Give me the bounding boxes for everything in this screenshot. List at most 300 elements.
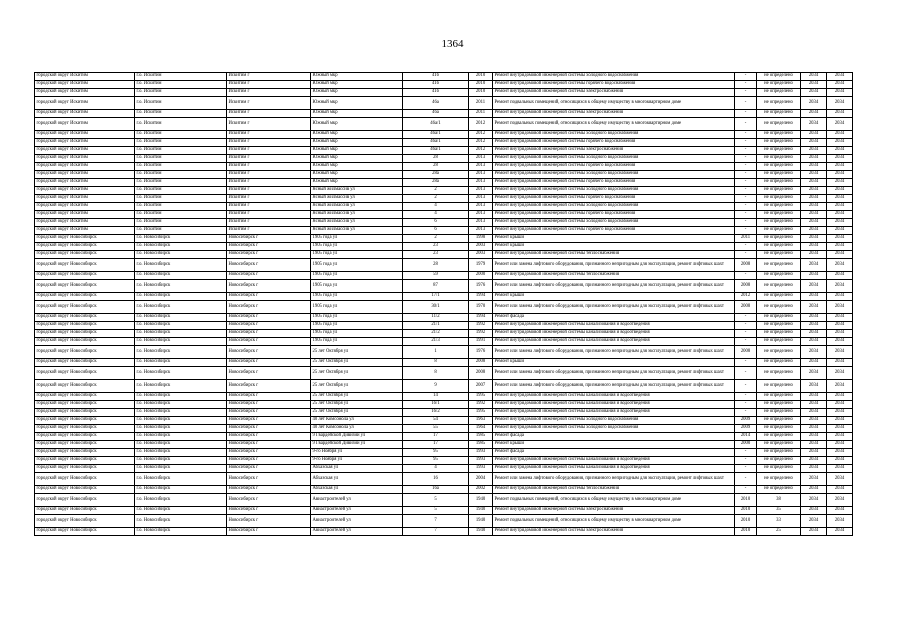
cell-last-repair: - xyxy=(735,211,757,219)
cell-cost: не определено xyxy=(757,441,801,449)
cell-work-type: Ремонт крыши xyxy=(493,293,735,301)
cell-last-repair: - xyxy=(735,195,757,203)
cell-street: Южный мкр xyxy=(311,110,403,118)
table-row xyxy=(35,155,853,163)
cell-plan-end: 2034 xyxy=(827,163,853,171)
cell-plan-start: 2034 xyxy=(801,457,827,465)
table-row xyxy=(35,359,853,367)
cell-cost: не определено xyxy=(757,314,801,322)
cell-house: 55 xyxy=(403,425,469,433)
cell-plan-start: 2034 xyxy=(801,73,827,81)
cell-work-type: Ремонт внутридомовой инженерной системы электроснабжения xyxy=(493,147,735,155)
cell-work-type: Ремонт внутридомовой инженерной системы теплоснабжения xyxy=(493,251,735,259)
cell-last-repair: - xyxy=(735,110,757,118)
cell-house: 21/3 xyxy=(403,338,469,346)
cell-city: Новосибирск г xyxy=(227,417,311,425)
cell-work-type: Ремонт крыши xyxy=(493,243,735,251)
table-row xyxy=(35,457,853,465)
cell-plan-start: 2034 xyxy=(801,494,827,507)
cell-street: 40 лет Комсомола ул xyxy=(311,425,403,433)
table-row xyxy=(35,139,853,147)
cell-plan-start: 2034 xyxy=(801,251,827,259)
cell-last-repair: - xyxy=(735,465,757,473)
cell-work-type: Ремонт внутридомовой инженерной системы горячего водоснабжения xyxy=(493,81,735,89)
cell-work-type: Ремонт внутридомовой инженерной системы холодного водоснабжения xyxy=(493,219,735,227)
cell-house: 21/2 xyxy=(403,330,469,338)
cell-district: г.о. Искитим xyxy=(135,131,227,139)
cell-work-type: Ремонт внутридомовой инженерной системы холодного водоснабжения xyxy=(493,187,735,195)
cell-plan-start: 2034 xyxy=(801,139,827,147)
cell-last-repair: - xyxy=(735,139,757,147)
cell-work-type: Ремонт подвальных помещений, относящихся к общему имуществу в многоквартирном доме xyxy=(493,494,735,507)
cell-district: г.о. Новосибирск xyxy=(135,380,227,393)
cell-street: Южный мкр xyxy=(311,163,403,171)
cell-plan-start: 2034 xyxy=(801,417,827,425)
cell-house: 17 xyxy=(403,441,469,449)
cell-plan-start: 2034 xyxy=(801,259,827,272)
cell-city: Новосибирск г xyxy=(227,401,311,409)
cell-city: Новосибирск г xyxy=(227,380,311,393)
cell-house: 41б xyxy=(403,73,469,81)
cell-municipality: городской округ Новосибирск xyxy=(35,243,135,251)
cell-house: 30/1 xyxy=(403,301,469,314)
cell-year: 1994 xyxy=(469,293,493,301)
table-row xyxy=(35,494,853,507)
cell-house: 2 xyxy=(403,187,469,195)
table-row xyxy=(35,449,853,457)
cell-plan-end: 2034 xyxy=(827,338,853,346)
cell-work-type: Ремонт фасада xyxy=(493,314,735,322)
cell-work-type: Ремонт внутридомовой инженерной системы электроснабжения xyxy=(493,89,735,97)
cell-municipality: городской округ Новосибирск xyxy=(35,494,135,507)
cell-district: г.о. Новосибирск xyxy=(135,301,227,314)
cell-year: 1985 xyxy=(469,441,493,449)
cell-district: г.о. Новосибирск xyxy=(135,441,227,449)
cell-plan-end: 2034 xyxy=(827,227,853,235)
cell-cost: не определено xyxy=(757,359,801,367)
cell-district: г.о. Новосибирск xyxy=(135,528,227,536)
page-number: 1364 xyxy=(441,38,464,50)
cell-street: Авиастроителей ул xyxy=(311,528,403,536)
cell-city: Искитим г xyxy=(227,131,311,139)
cell-district: г.о. Новосибирск xyxy=(135,494,227,507)
cell-plan-end: 2034 xyxy=(827,171,853,179)
cell-city: Искитим г xyxy=(227,97,311,110)
cell-year: 2013 xyxy=(469,163,493,171)
table-row xyxy=(35,272,853,280)
cell-plan-start: 2034 xyxy=(801,211,827,219)
cell-year: 2013 xyxy=(469,227,493,235)
cell-district: г.о. Новосибирск xyxy=(135,272,227,280)
repair-register-table xyxy=(34,72,853,536)
cell-house: 16/1 xyxy=(403,401,469,409)
cell-year: 1940 xyxy=(469,515,493,528)
cell-district: г.о. Новосибирск xyxy=(135,235,227,243)
cell-year: 1985 xyxy=(469,433,493,441)
cell-district: г.о. Искитим xyxy=(135,97,227,110)
cell-municipality: городской округ Искитим xyxy=(35,163,135,171)
cell-city: Новосибирск г xyxy=(227,251,311,259)
cell-year: 2008 xyxy=(469,367,493,380)
cell-municipality: городской округ Новосибирск xyxy=(35,441,135,449)
cell-street: Южный мкр xyxy=(311,73,403,81)
cell-street: 1905 года ул xyxy=(311,301,403,314)
cell-city: Новосибирск г xyxy=(227,272,311,280)
cell-house: 46а/1 xyxy=(403,139,469,147)
cell-plan-start: 2034 xyxy=(801,330,827,338)
cell-cost: не определено xyxy=(757,449,801,457)
cell-plan-end: 2034 xyxy=(827,272,853,280)
cell-cost: не определено xyxy=(757,163,801,171)
cell-district: г.о. Искитим xyxy=(135,73,227,81)
table-row xyxy=(35,346,853,359)
cell-plan-end: 2034 xyxy=(827,457,853,465)
cell-last-repair: - xyxy=(735,314,757,322)
cell-district: г.о. Искитим xyxy=(135,203,227,211)
cell-plan-end: 2034 xyxy=(827,449,853,457)
cell-city: Новосибирск г xyxy=(227,235,311,243)
cell-district: г.о. Искитим xyxy=(135,163,227,171)
cell-year: 2013 xyxy=(469,195,493,203)
cell-house: 2 xyxy=(403,195,469,203)
cell-work-type: Ремонт внутридомовой инженерной системы холодного водоснабжения xyxy=(493,203,735,211)
cell-plan-end: 2034 xyxy=(827,494,853,507)
cell-street: 1905 года ул xyxy=(311,251,403,259)
cell-house: 1 xyxy=(403,346,469,359)
cell-city: Новосибирск г xyxy=(227,293,311,301)
cell-municipality: городской округ Новосибирск xyxy=(35,393,135,401)
cell-plan-start: 2034 xyxy=(801,367,827,380)
cell-last-repair: - xyxy=(735,457,757,465)
cell-work-type: Ремонт внутридомовой инженерной системы электроснабжения xyxy=(493,528,735,536)
cell-house: 46а xyxy=(403,97,469,110)
cell-municipality: городской округ Искитим xyxy=(35,211,135,219)
cell-municipality: городской округ Новосибирск xyxy=(35,359,135,367)
cell-district: г.о. Новосибирск xyxy=(135,346,227,359)
cell-cost: 25 xyxy=(757,528,801,536)
cell-municipality: городской округ Новосибирск xyxy=(35,417,135,425)
cell-last-repair: - xyxy=(735,272,757,280)
cell-district: г.о. Искитим xyxy=(135,147,227,155)
cell-year: 1995 xyxy=(469,393,493,401)
cell-district: г.о. Новосибирск xyxy=(135,359,227,367)
cell-cost: не определено xyxy=(757,433,801,441)
cell-municipality: городской округ Искитим xyxy=(35,179,135,187)
table-row xyxy=(35,330,853,338)
table-row xyxy=(35,515,853,528)
cell-plan-end: 2034 xyxy=(827,486,853,494)
cell-house: 28 xyxy=(403,163,469,171)
cell-year: 1998 xyxy=(469,235,493,243)
cell-city: Новосибирск г xyxy=(227,465,311,473)
cell-plan-end: 2034 xyxy=(827,139,853,147)
cell-last-repair: - xyxy=(735,367,757,380)
cell-street: Южный мкр xyxy=(311,179,403,187)
cell-last-repair: - xyxy=(735,73,757,81)
cell-city: Новосибирск г xyxy=(227,322,311,330)
cell-cost: не определено xyxy=(757,330,801,338)
cell-street: Абхазская ул xyxy=(311,465,403,473)
cell-year: 2012 xyxy=(469,118,493,131)
cell-street: Ясный жилмассив ул xyxy=(311,187,403,195)
cell-work-type: Ремонт внутридомовой инженерной системы канализования и водоотведения xyxy=(493,401,735,409)
cell-city: Новосибирск г xyxy=(227,433,311,441)
table-row xyxy=(35,259,853,272)
cell-municipality: городской округ Новосибирск xyxy=(35,367,135,380)
cell-year: 2013 xyxy=(469,203,493,211)
cell-plan-start: 2034 xyxy=(801,425,827,433)
cell-cost: не определено xyxy=(757,110,801,118)
table-row xyxy=(35,251,853,259)
cell-work-type: Ремонт внутридомовой инженерной системы холодного водоснабжения xyxy=(493,131,735,139)
table-row xyxy=(35,528,853,536)
cell-year: 1979 xyxy=(469,259,493,272)
cell-district: г.о. Новосибирск xyxy=(135,280,227,293)
cell-year: 1993 xyxy=(469,449,493,457)
cell-plan-end: 2034 xyxy=(827,259,853,272)
cell-house: 87 xyxy=(403,280,469,293)
cell-district: г.о. Новосибирск xyxy=(135,465,227,473)
cell-plan-start: 2034 xyxy=(801,110,827,118)
cell-last-repair: - xyxy=(735,203,757,211)
cell-work-type: Ремонт подвальных помещений, относящихся к общему имуществу в многоквартирном доме xyxy=(493,118,735,131)
cell-city: Искитим г xyxy=(227,118,311,131)
cell-year: 2007 xyxy=(469,380,493,393)
table-row xyxy=(35,425,853,433)
cell-house: 95 xyxy=(403,457,469,465)
cell-last-repair: - xyxy=(735,155,757,163)
cell-municipality: городской округ Искитим xyxy=(35,81,135,89)
cell-municipality: городской округ Новосибирск xyxy=(35,449,135,457)
cell-district: г.о. Искитим xyxy=(135,179,227,187)
cell-last-repair: - xyxy=(735,171,757,179)
cell-house: 4 xyxy=(403,211,469,219)
cell-work-type: Ремонт крыши xyxy=(493,359,735,367)
cell-work-type: Ремонт крыши xyxy=(493,441,735,449)
cell-last-repair: 2010 xyxy=(735,494,757,507)
cell-plan-start: 2034 xyxy=(801,219,827,227)
cell-year: 2010 xyxy=(469,81,493,89)
table-row xyxy=(35,433,853,441)
cell-district: г.о. Новосибирск xyxy=(135,322,227,330)
cell-plan-end: 2034 xyxy=(827,433,853,441)
cell-municipality: городской округ Новосибирск xyxy=(35,409,135,417)
cell-work-type: Ремонт крыши xyxy=(493,235,735,243)
cell-plan-start: 2034 xyxy=(801,131,827,139)
cell-work-type: Ремонт фасада xyxy=(493,449,735,457)
cell-last-repair: - xyxy=(735,89,757,97)
cell-street: Южный мкр xyxy=(311,89,403,97)
cell-city: Новосибирск г xyxy=(227,346,311,359)
cell-house: 41б xyxy=(403,81,469,89)
table-row xyxy=(35,81,853,89)
cell-cost: 33 xyxy=(757,515,801,528)
table-row xyxy=(35,235,853,243)
cell-street: Южный мкр xyxy=(311,147,403,155)
cell-city: Новосибирск г xyxy=(227,280,311,293)
cell-cost: не определено xyxy=(757,187,801,195)
cell-municipality: городской округ Новосибирск xyxy=(35,251,135,259)
table-row xyxy=(35,314,853,322)
cell-last-repair: - xyxy=(735,243,757,251)
cell-district: г.о. Новосибирск xyxy=(135,433,227,441)
cell-cost: не определено xyxy=(757,338,801,346)
cell-year: 2012 xyxy=(469,147,493,155)
cell-plan-end: 2034 xyxy=(827,401,853,409)
table-row xyxy=(35,73,853,81)
cell-cost: не определено xyxy=(757,179,801,187)
cell-plan-start: 2034 xyxy=(801,441,827,449)
cell-district: г.о. Новосибирск xyxy=(135,393,227,401)
cell-work-type: Ремонт внутридомовой инженерной системы электроснабжения xyxy=(493,507,735,515)
cell-last-repair: 2014 xyxy=(735,433,757,441)
table-row xyxy=(35,409,853,417)
cell-street: 25 лет Октября ул xyxy=(311,380,403,393)
cell-year: 2012 xyxy=(469,139,493,147)
cell-cost: не определено xyxy=(757,425,801,433)
table-row xyxy=(35,322,853,330)
cell-street: 25 лет Октября ул xyxy=(311,409,403,417)
cell-cost: не определено xyxy=(757,457,801,465)
cell-plan-start: 2034 xyxy=(801,314,827,322)
cell-plan-start: 2034 xyxy=(801,515,827,528)
cell-house: 6 xyxy=(403,227,469,235)
cell-house: 28а xyxy=(403,171,469,179)
cell-house: 17/1 xyxy=(403,293,469,301)
cell-house: 54 xyxy=(403,417,469,425)
cell-last-repair: - xyxy=(735,179,757,187)
cell-city: Новосибирск г xyxy=(227,243,311,251)
cell-plan-start: 2034 xyxy=(801,81,827,89)
cell-cost: не определено xyxy=(757,251,801,259)
table-row xyxy=(35,401,853,409)
cell-last-repair: - xyxy=(735,147,757,155)
cell-year: 1995 xyxy=(469,409,493,417)
table-row xyxy=(35,118,853,131)
cell-work-type: Ремонт фасада xyxy=(493,433,735,441)
cell-house: 28а xyxy=(403,179,469,187)
cell-city: Искитим г xyxy=(227,73,311,81)
table-row xyxy=(35,465,853,473)
cell-city: Новосибирск г xyxy=(227,409,311,417)
cell-plan-end: 2034 xyxy=(827,441,853,449)
cell-last-repair: - xyxy=(735,97,757,110)
table-row xyxy=(35,293,853,301)
cell-municipality: городской округ Искитим xyxy=(35,171,135,179)
cell-work-type: Ремонт внутридомовой инженерной системы теплоснабжения xyxy=(493,272,735,280)
cell-plan-start: 2034 xyxy=(801,528,827,536)
cell-house: 16а xyxy=(403,486,469,494)
cell-plan-start: 2034 xyxy=(801,401,827,409)
cell-house: 8 xyxy=(403,359,469,367)
cell-plan-end: 2034 xyxy=(827,131,853,139)
cell-district: г.о. Искитим xyxy=(135,89,227,97)
cell-street: Ясный жилмассив ул xyxy=(311,227,403,235)
cell-year: 2013 xyxy=(469,179,493,187)
cell-plan-end: 2034 xyxy=(827,195,853,203)
cell-district: г.о. Новосибирск xyxy=(135,243,227,251)
cell-plan-start: 2034 xyxy=(801,293,827,301)
cell-cost: не определено xyxy=(757,131,801,139)
cell-work-type: Ремонт внутридомовой инженерной системы горячего водоснабжения xyxy=(493,139,735,147)
cell-cost: не определено xyxy=(757,417,801,425)
cell-street: Абхазская ул xyxy=(311,486,403,494)
cell-street: Ясный жилмассив ул xyxy=(311,211,403,219)
cell-district: г.о. Искитим xyxy=(135,227,227,235)
cell-city: Искитим г xyxy=(227,187,311,195)
cell-last-repair: - xyxy=(735,409,757,417)
cell-city: Новосибирск г xyxy=(227,441,311,449)
cell-house: 7 xyxy=(403,528,469,536)
cell-plan-end: 2034 xyxy=(827,187,853,195)
cell-plan-end: 2034 xyxy=(827,293,853,301)
cell-street: 25 лет Октября ул xyxy=(311,401,403,409)
cell-cost: не определено xyxy=(757,155,801,163)
cell-last-repair: 2012 xyxy=(735,293,757,301)
cell-work-type: Ремонт или замена лифтового оборудования, признанного непригодным для эксплуатации, ремонт лифтовых шахт xyxy=(493,380,735,393)
table-row xyxy=(35,393,853,401)
cell-municipality: городской округ Новосибирск xyxy=(35,401,135,409)
cell-district: г.о. Новосибирск xyxy=(135,251,227,259)
cell-plan-start: 2034 xyxy=(801,346,827,359)
cell-plan-end: 2034 xyxy=(827,203,853,211)
cell-city: Искитим г xyxy=(227,139,311,147)
cell-cost: 35 xyxy=(757,507,801,515)
cell-house: 8 xyxy=(403,367,469,380)
cell-work-type: Ремонт внутридомовой инженерной системы холодного водоснабжения xyxy=(493,155,735,163)
cell-plan-end: 2034 xyxy=(827,330,853,338)
cell-plan-end: 2034 xyxy=(827,515,853,528)
cell-municipality: городской округ Новосибирск xyxy=(35,235,135,243)
cell-last-repair: - xyxy=(735,338,757,346)
cell-street: 1905 года ул xyxy=(311,280,403,293)
cell-municipality: городской округ Новосибирск xyxy=(35,330,135,338)
table-row xyxy=(35,110,853,118)
cell-cost: не определено xyxy=(757,235,801,243)
cell-year: 2012 xyxy=(469,131,493,139)
cell-last-repair: - xyxy=(735,380,757,393)
cell-plan-start: 2034 xyxy=(801,155,827,163)
cell-city: Искитим г xyxy=(227,110,311,118)
cell-cost: не определено xyxy=(757,219,801,227)
table-row xyxy=(35,219,853,227)
cell-plan-start: 2034 xyxy=(801,301,827,314)
cell-street: Авиастроителей ул xyxy=(311,494,403,507)
cell-plan-start: 2034 xyxy=(801,473,827,486)
cell-last-repair: - xyxy=(735,227,757,235)
cell-district: г.о. Искитим xyxy=(135,219,227,227)
cell-work-type: Ремонт или замена лифтового оборудования, признанного непригодным для эксплуатации, ремонт лифтовых шахт xyxy=(493,259,735,272)
cell-city: Искитим г xyxy=(227,227,311,235)
cell-last-repair: 2008 xyxy=(735,301,757,314)
cell-city: Искитим г xyxy=(227,211,311,219)
cell-house: 46а/1 xyxy=(403,147,469,155)
cell-cost: не определено xyxy=(757,227,801,235)
cell-district: г.о. Искитим xyxy=(135,118,227,131)
cell-year: 2003 xyxy=(469,251,493,259)
cell-district: г.о. Новосибирск xyxy=(135,293,227,301)
cell-plan-end: 2034 xyxy=(827,359,853,367)
cell-municipality: городской округ Искитим xyxy=(35,139,135,147)
cell-city: Новосибирск г xyxy=(227,367,311,380)
cell-municipality: городской округ Искитим xyxy=(35,195,135,203)
cell-last-repair: - xyxy=(735,322,757,330)
cell-city: Новосибирск г xyxy=(227,259,311,272)
cell-city: Искитим г xyxy=(227,171,311,179)
cell-municipality: городской округ Новосибирск xyxy=(35,465,135,473)
cell-year: 1940 xyxy=(469,494,493,507)
cell-city: Новосибирск г xyxy=(227,301,311,314)
